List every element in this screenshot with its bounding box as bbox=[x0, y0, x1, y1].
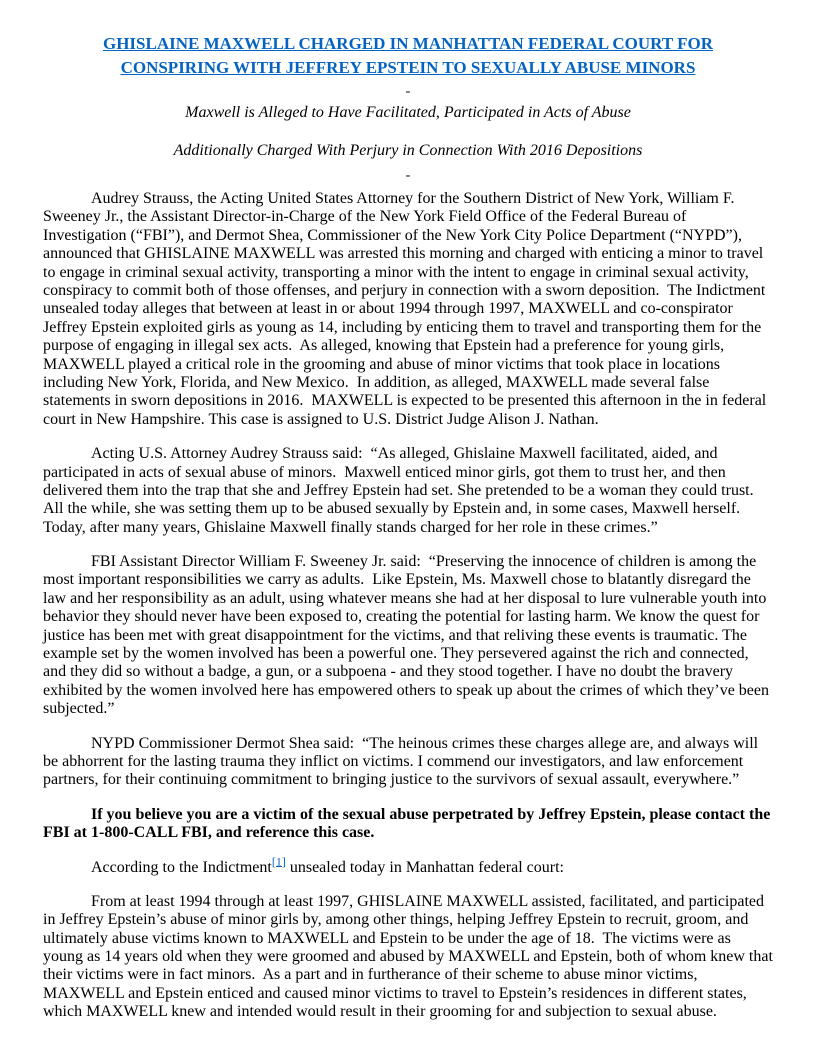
subtitle-perjury: Additionally Charged With Perjury in Connection With 2016 Depositions bbox=[173, 141, 643, 159]
indictment-intro-text-before: According to the Indictment bbox=[91, 858, 272, 876]
document-title-line2[interactable]: CONSPIRING WITH JEFFREY EPSTEIN TO SEXUALLY ABUSE MINORS bbox=[120, 58, 696, 78]
paragraph-indictment-details: From at least 1994 through at least 1997, GHISLAINE MAXWELL assisted, facilitated, and participated in Jeffrey Epstein’s abuse of minor girls by, among other things, helping Jeffrey Epstein to recruit, groom, and ultimately abuse victims known to MAXWELL and Epstein to be under the age of 18. The victims were as young as 14 years old when they were groomed and abused by MAXWELL and Epstein, both of whom knew that their victims were in fact minors. As a part and in furtherance of their scheme to abuse minor victims, MAXWELL and Epstein enticed and caused minor victims to travel to Epstein’s residences in different states, which MAXWELL knew and intended would result in their grooming for and subjection to sexual abuse. bbox=[43, 892, 777, 1021]
subtitle-facilitated: Maxwell is Alleged to Have Facilitated, Participated in Acts of Abuse bbox=[185, 104, 631, 122]
indictment-intro-text-after: unsealed today in Manhattan federal court: bbox=[285, 858, 564, 876]
document-title bbox=[43, 32, 773, 80]
paragraph-indictment-intro bbox=[43, 854, 773, 877]
paragraph-shea-quote: NYPD Commissioner Dermot Shea said: “The heinous crimes these charges allege are, and always will be abhorrent for the lasting trauma they inflict on victims. I commend our investigators, and law enforcement partners, for their continuing commitment to bringing justice to the survivors of sexual assault, everywhere.” bbox=[43, 734, 763, 789]
paragraph-sweeney-quote: FBI Assistant Director William F. Sweeney Jr. said: “Preserving the innocence of children is among the most important responsibilities we carry as adults. Like Epstein, Ms. Maxwell chose to blatantly disregard the law and her responsibility as an adult, using whatever means she had at her disposal to lure vulnerable youth into behavior they should never have been exposed to, creating the potential for lasting harm. We know the quest for justice has been met with great disappointment for the victims, and that reliving these events is traumatic. The example set by the women involved has been a powerful one. They persevered against the rich and connected, and they did so without a badge, a gun, or a subpoena - and they stood together. I have no doubt the bravery exhibited by the women involved here has empowered others to speak up about the crimes of which they’ve been subjected.” bbox=[43, 553, 773, 718]
footnote-1-link[interactable]: [1] bbox=[271, 854, 286, 869]
paragraph-victim-notice: If you believe you are a victim of the sexual abuse perpetrated by Jeffrey Epstein, please contact the FBI at 1-800-CALL FBI, and reference this case. bbox=[43, 805, 775, 842]
paragraph-strauss-quote: Acting U.S. Attorney Audrey Strauss said: “As alleged, Ghislaine Maxwell facilitated, aided, and participated in acts of sexual abuse of minors. Maxwell enticed minor girls, got them to trust her, and then delivered them into the trap that she and Jeffrey Epstein had set. She pretended to be a woman they could trust. All the while, she was setting them up to be abused sexually by Epstein and, in some cases, Maxwell herself. Today, after many years, Ghislaine Maxwell finally stands charged for her role in these crimes.” bbox=[43, 445, 757, 536]
paragraph-announcement: Audrey Strauss, the Acting United States Attorney for the Southern District of New York, William F. Sweeney Jr., the Assistant Director-in-Charge of the New York Field Office of the Federal Bureau of Investigation (“FBI”), and Dermot Shea, Commissioner of the New York City Police Department (“NYPD”), announced that GHISLAINE MAXWELL was arrested this morning and charged with enticing a minor to travel to engage in criminal sexual activity, transporting a minor with the intent to engage in criminal sexual activity, conspiracy to commit both of those offenses, and perjury in connection with a sworn deposition. The Indictment unsealed today alleges that between at least in or about 1994 through 1997, MAXWELL and co-conspirator Jeffrey Epstein exploited girls as young as 14, including by enticing them to travel and transporting them for the purpose of engaging in illegal sex acts. As alleged, knowing that Epstein had a preference for young girls, MAXWELL played a critical role in the grooming and abuse of minor victims that took place in locations including New York, Florida, and New Mexico. In addition, as alleged, MAXWELL made several false statements in sworn depositions in 2016. MAXWELL is expected to be presented this afternoon in the in federal court in New Hampshire. This case is assigned to U.S. District Judge Alison J. Nathan. bbox=[43, 190, 771, 428]
document-title-line1[interactable]: GHISLAINE MAXWELL CHARGED IN MANHATTAN FEDERAL COURT FOR bbox=[102, 34, 714, 53]
separator-dash-top: - bbox=[405, 84, 411, 100]
separator-dash-bottom: - bbox=[405, 168, 411, 184]
